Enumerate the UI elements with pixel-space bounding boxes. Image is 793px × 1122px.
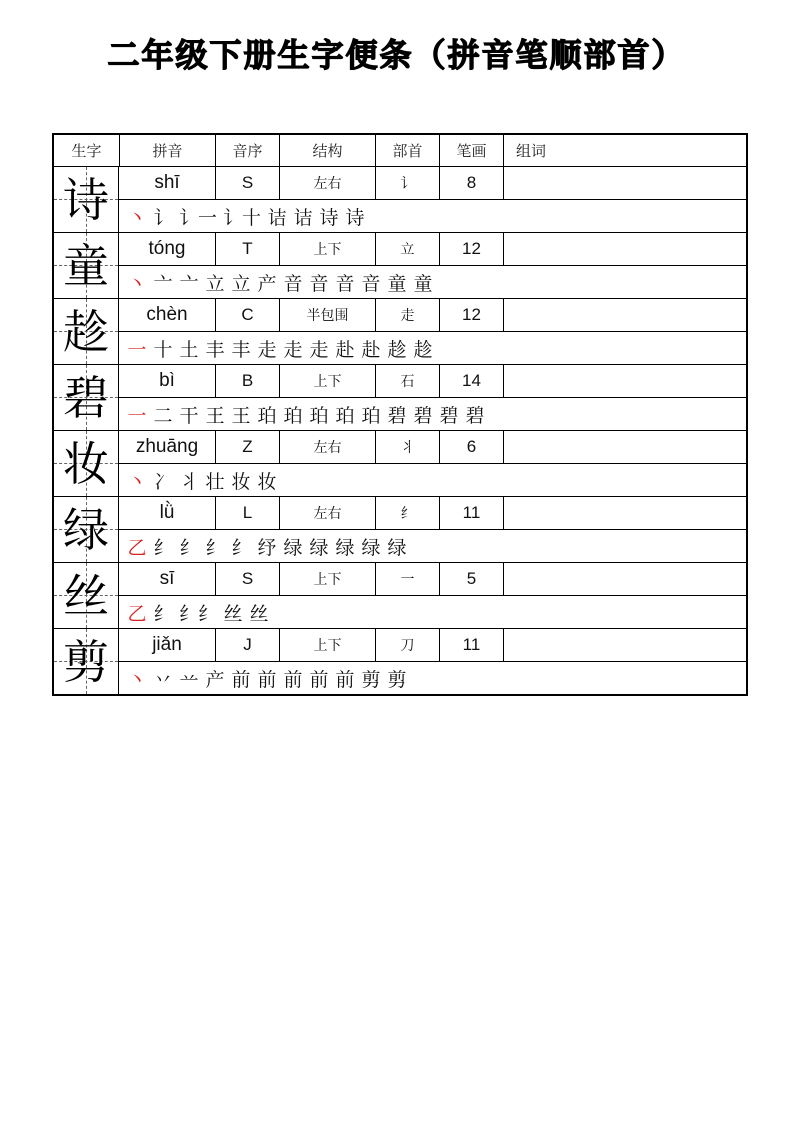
stroke-step: 土 <box>179 338 199 361</box>
stroke-step: 纟 <box>231 536 251 559</box>
stroke-step: 前 <box>309 668 329 691</box>
stroke-step: 音 <box>361 272 381 295</box>
stroke-step: 音 <box>283 272 303 295</box>
radical: 刀 <box>375 629 439 661</box>
header-words: 组词 <box>503 135 746 166</box>
stroke-step: 诗 <box>345 206 365 229</box>
stroke-step: 绿 <box>309 536 329 559</box>
stroke-step: 丶 <box>127 470 147 493</box>
initial: Z <box>215 431 279 463</box>
info-row <box>119 167 746 199</box>
stroke-order <box>119 661 746 694</box>
structure: 左右 <box>279 497 375 529</box>
stroke-step: 音 <box>309 272 329 295</box>
stroke-count: 6 <box>439 431 503 463</box>
stroke-step: 绿 <box>335 536 355 559</box>
words-field[interactable] <box>503 563 746 595</box>
stroke-step: 前 <box>335 668 355 691</box>
tianzi-grid <box>54 431 119 496</box>
initial: C <box>215 299 279 331</box>
stroke-step: 纟 <box>153 602 173 625</box>
stroke-order <box>119 463 746 496</box>
character-block <box>54 430 746 496</box>
stroke-step: 王 <box>231 404 251 427</box>
stroke-step: 乙 <box>127 536 147 559</box>
stroke-step: 䒑 <box>179 668 199 691</box>
initial: J <box>215 629 279 661</box>
words-field[interactable] <box>503 497 746 529</box>
stroke-step: 十 <box>153 338 173 361</box>
structure: 上下 <box>279 563 375 595</box>
radical: 立 <box>375 233 439 265</box>
stroke-step: 丰 <box>231 338 251 361</box>
info-row <box>119 233 746 265</box>
stroke-step: 趁 <box>387 338 407 361</box>
stroke-step: 一 <box>127 404 147 427</box>
structure: 左右 <box>279 431 375 463</box>
character: 碧 <box>63 370 109 425</box>
initial: S <box>215 167 279 199</box>
radical: 一 <box>375 563 439 595</box>
stroke-step: 丶 <box>127 206 147 229</box>
stroke-step: 走 <box>257 338 277 361</box>
stroke-step: 诘 <box>267 206 287 229</box>
character: 剪 <box>63 634 109 689</box>
stroke-order <box>119 265 746 298</box>
stroke-step: 诗 <box>319 206 339 229</box>
stroke-step: 童 <box>413 272 433 295</box>
stroke-step: 丶 <box>127 668 147 691</box>
words-field[interactable] <box>503 233 746 265</box>
stroke-step: 珀 <box>257 404 277 427</box>
header-initial: 音序 <box>215 135 279 166</box>
stroke-step: 妆 <box>231 470 251 493</box>
tianzi-grid <box>54 365 119 430</box>
pinyin: jiǎn <box>152 634 182 655</box>
pinyin: shī <box>154 172 180 193</box>
character-block <box>54 364 746 430</box>
stroke-count: 11 <box>439 497 503 529</box>
character: 诗 <box>63 172 109 227</box>
stroke-step: 亠 <box>153 272 173 295</box>
tianzi-grid <box>54 167 119 232</box>
stroke-step: 乙 <box>127 602 147 625</box>
stroke-step: 丰 <box>205 338 225 361</box>
words-field[interactable] <box>503 431 746 463</box>
stroke-count: 12 <box>439 233 503 265</box>
character-block <box>54 232 746 298</box>
pinyin: zhuāng <box>135 436 199 457</box>
stroke-step: 丝 <box>249 602 269 625</box>
pinyin: lǜ <box>159 502 175 523</box>
info-row <box>119 497 746 529</box>
stroke-step: 壮 <box>205 470 225 493</box>
stroke-step: 诘 <box>293 206 313 229</box>
stroke-step: 立 <box>231 272 251 295</box>
radical: 石 <box>375 365 439 397</box>
stroke-step: 纟 <box>205 536 225 559</box>
stroke-step: 珀 <box>335 404 355 427</box>
structure: 半包围 <box>279 299 375 331</box>
stroke-step: 产 <box>257 272 277 295</box>
stroke-step: 碧 <box>465 404 485 427</box>
initial: L <box>215 497 279 529</box>
stroke-step: 碧 <box>413 404 433 427</box>
structure: 上下 <box>279 233 375 265</box>
stroke-step: 纟 <box>153 536 173 559</box>
stroke-step: 纟 <box>179 536 199 559</box>
stroke-step: 讠十 <box>223 206 262 229</box>
info-row <box>119 365 746 397</box>
radical: 讠 <box>375 167 439 199</box>
character-block <box>54 562 746 628</box>
stroke-step: 妆 <box>257 470 277 493</box>
stroke-step: 剪 <box>361 668 381 691</box>
header-char: 生字 <box>71 142 102 160</box>
stroke-count: 12 <box>439 299 503 331</box>
stroke-step: 珀 <box>309 404 329 427</box>
table-header-row <box>54 135 746 166</box>
character: 童 <box>63 238 109 293</box>
stroke-count: 14 <box>439 365 503 397</box>
stroke-step: 讠一 <box>179 206 218 229</box>
page-title: 二年级下册生字便条（拼音笔顺部首） <box>107 36 686 74</box>
pinyin: chèn <box>146 304 188 325</box>
initial: T <box>215 233 279 265</box>
info-row <box>119 431 746 463</box>
header-pinyin: 拼音 <box>119 135 215 166</box>
pinyin: tóng <box>148 238 186 259</box>
stroke-step: 干 <box>179 404 199 427</box>
stroke-step: 趁 <box>413 338 433 361</box>
stroke-step: 一 <box>127 338 147 361</box>
stroke-step: 丷 <box>153 668 173 691</box>
words-field[interactable] <box>503 299 746 331</box>
header-radical: 部首 <box>375 135 439 166</box>
stroke-step: 走 <box>283 338 303 361</box>
words-field[interactable] <box>503 365 746 397</box>
pinyin: bì <box>159 370 175 391</box>
stroke-step: 二 <box>153 404 173 427</box>
stroke-step: 冫 <box>153 470 173 493</box>
info-row <box>119 629 746 661</box>
character-block <box>54 628 746 694</box>
stroke-step: 王 <box>205 404 225 427</box>
stroke-order <box>119 397 746 430</box>
stroke-step: 绿 <box>283 536 303 559</box>
stroke-step: 珀 <box>283 404 303 427</box>
radical: 丬 <box>375 431 439 463</box>
stroke-count: 5 <box>439 563 503 595</box>
stroke-order <box>119 199 746 232</box>
stroke-step: 纟纟 <box>179 602 218 625</box>
radical: 走 <box>375 299 439 331</box>
info-row <box>119 299 746 331</box>
stroke-step: 绿 <box>387 536 407 559</box>
character-block <box>54 298 746 364</box>
stroke-step: 剪 <box>387 668 407 691</box>
stroke-step: 前 <box>231 668 251 691</box>
structure: 左右 <box>279 167 375 199</box>
stroke-count: 8 <box>439 167 503 199</box>
stroke-step: 亠 <box>179 272 199 295</box>
stroke-count: 11 <box>439 629 503 661</box>
structure: 上下 <box>279 629 375 661</box>
stroke-step: 产 <box>205 668 225 691</box>
stroke-order <box>119 529 746 562</box>
tianzi-grid <box>54 299 119 364</box>
tianzi-grid <box>54 497 119 562</box>
stroke-step: 讠 <box>153 206 173 229</box>
stroke-step: 碧 <box>387 404 407 427</box>
stroke-step: 立 <box>205 272 225 295</box>
info-row <box>119 563 746 595</box>
stroke-step: 童 <box>387 272 407 295</box>
stroke-order <box>119 331 746 364</box>
stroke-step: 珀 <box>361 404 381 427</box>
pinyin: sī <box>159 568 175 589</box>
radical: 纟 <box>375 497 439 529</box>
stroke-step: 丬 <box>179 470 199 493</box>
stroke-step: 走 <box>309 338 329 361</box>
words-field[interactable] <box>503 629 746 661</box>
words-field[interactable] <box>503 167 746 199</box>
stroke-step: 赴 <box>361 338 381 361</box>
structure: 上下 <box>279 365 375 397</box>
tianzi-grid <box>54 629 119 694</box>
character: 妆 <box>63 436 109 491</box>
character-block <box>54 496 746 562</box>
stroke-order <box>119 595 746 628</box>
stroke-step: 音 <box>335 272 355 295</box>
stroke-step: 纾 <box>257 536 277 559</box>
stroke-step: 前 <box>257 668 277 691</box>
character-block <box>54 166 746 232</box>
stroke-step: 丝 <box>223 602 243 625</box>
character: 丝 <box>63 568 109 623</box>
tianzi-grid <box>54 563 119 628</box>
stroke-step: 绿 <box>361 536 381 559</box>
stroke-step: 赴 <box>335 338 355 361</box>
stroke-step: 丶 <box>127 272 147 295</box>
initial: B <box>215 365 279 397</box>
header-strokes: 笔画 <box>439 135 503 166</box>
initial: S <box>215 563 279 595</box>
stroke-step: 碧 <box>439 404 459 427</box>
stroke-step: 前 <box>283 668 303 691</box>
tianzi-grid <box>54 233 119 298</box>
character: 绿 <box>63 502 109 557</box>
character-table <box>52 133 748 696</box>
header-structure: 结构 <box>279 135 375 166</box>
character: 趁 <box>63 304 109 359</box>
